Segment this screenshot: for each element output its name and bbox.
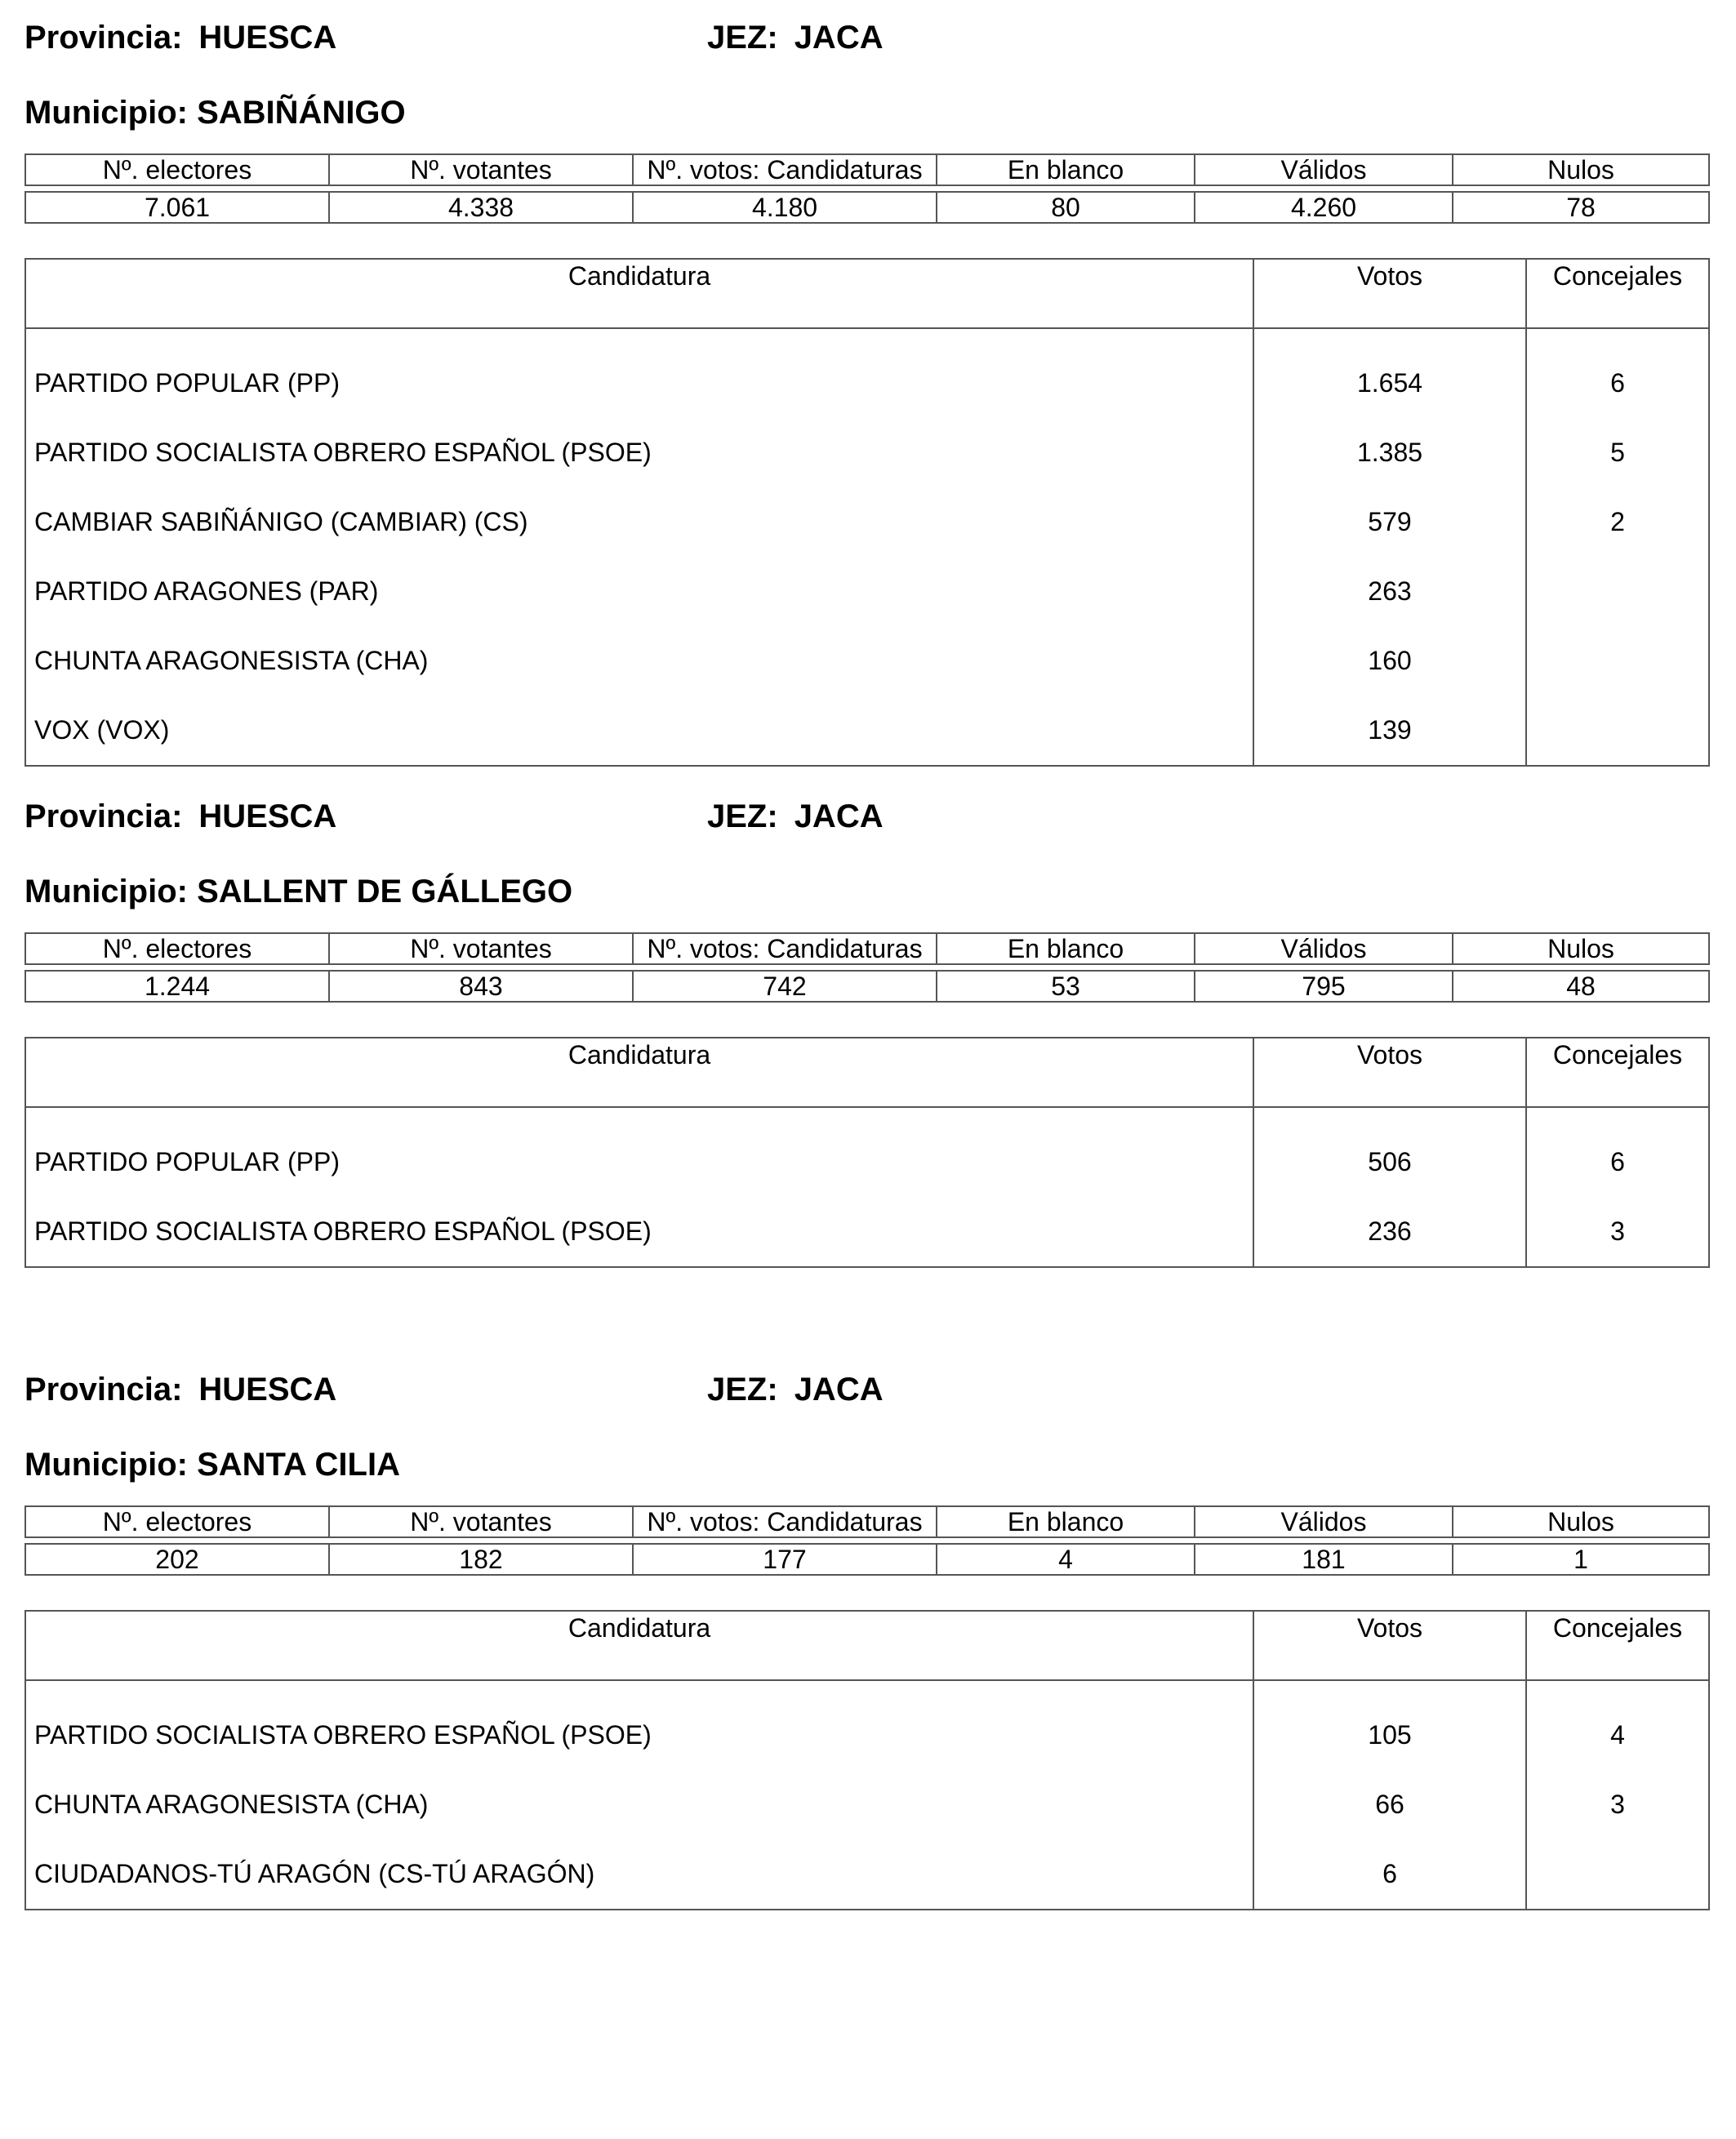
- stats-value-row: [25, 971, 1709, 1002]
- stat-header: Nº. electores: [25, 933, 329, 964]
- cand-name: CAMBIAR SABIÑÁNIGO (CAMBIAR) (CS): [25, 487, 1253, 557]
- cand-concejales: 4: [1526, 1680, 1709, 1770]
- stat-header: Nº. votos: Candidaturas: [633, 1506, 937, 1537]
- cand-header: Concejales: [1526, 1038, 1709, 1107]
- cand-header: Votos: [1253, 259, 1526, 328]
- stat-value: 7.061: [25, 192, 329, 223]
- stat-header: Nulos: [1453, 1506, 1709, 1537]
- stat-value: 843: [329, 971, 633, 1002]
- municipio-line: [24, 1440, 400, 1489]
- municipio-label: Municipio:: [24, 874, 188, 909]
- stat-value: 177: [633, 1544, 937, 1575]
- stat-value: 1: [1453, 1544, 1709, 1575]
- cand-name: PARTIDO SOCIALISTA OBRERO ESPAÑOL (PSOE): [25, 1680, 1253, 1770]
- jez-line: [707, 1365, 884, 1414]
- cand-name: PARTIDO SOCIALISTA OBRERO ESPAÑOL (PSOE): [25, 418, 1253, 487]
- cand-name: PARTIDO SOCIALISTA OBRERO ESPAÑOL (PSOE): [25, 1197, 1253, 1267]
- municipio-value: SABIÑÁNIGO: [197, 95, 406, 131]
- cand-concejales: [1526, 1839, 1709, 1910]
- cand-concejales: 6: [1526, 1107, 1709, 1197]
- cand-row: [25, 1680, 1709, 1770]
- cand-name: CIUDADANOS-TÚ ARAGÓN (CS-TÚ ARAGÓN): [25, 1839, 1253, 1910]
- cand-votos: 236: [1253, 1197, 1526, 1267]
- stat-header: Nº. votantes: [329, 933, 633, 964]
- jez-value: JACA: [794, 20, 884, 56]
- stats-header-row: [25, 1506, 1709, 1537]
- stat-value: 48: [1453, 971, 1709, 1002]
- jez-label: JEZ:: [707, 798, 778, 834]
- stat-value: 80: [937, 192, 1195, 223]
- jez-value: JACA: [794, 798, 884, 834]
- stat-header: Válidos: [1195, 1506, 1453, 1537]
- cand-name: CHUNTA ARAGONESISTA (CHA): [25, 1770, 1253, 1839]
- cand-header: Votos: [1253, 1038, 1526, 1107]
- provincia-line: [24, 1365, 336, 1414]
- stat-header: Nº. electores: [25, 1506, 329, 1537]
- cand-row: [25, 1770, 1709, 1839]
- stat-value: 4.260: [1195, 192, 1453, 223]
- jez-line: [707, 792, 884, 841]
- provincia-line: [24, 792, 336, 841]
- cand-votos: 6: [1253, 1839, 1526, 1910]
- cand-votos: 139: [1253, 696, 1526, 766]
- stat-header: Nº. votantes: [329, 154, 633, 185]
- stat-value: 182: [329, 1544, 633, 1575]
- stat-header: Nº. votos: Candidaturas: [633, 154, 937, 185]
- cand-header: Concejales: [1526, 259, 1709, 328]
- stat-header: Nº. votos: Candidaturas: [633, 933, 937, 964]
- cand-concejales: [1526, 626, 1709, 696]
- cand-row: [25, 1197, 1709, 1267]
- provincia-value: HUESCA: [198, 1372, 337, 1407]
- stats-table: [24, 932, 1710, 1003]
- stats-table: [24, 1505, 1710, 1576]
- municipio-label: Municipio:: [24, 1447, 188, 1483]
- cand-votos: 160: [1253, 626, 1526, 696]
- provincia-label: Provincia:: [24, 1372, 183, 1407]
- cand-header: Candidatura: [25, 1038, 1253, 1107]
- jez-value: JACA: [794, 1372, 884, 1407]
- cand-row: [25, 557, 1709, 626]
- cand-votos: 579: [1253, 487, 1526, 557]
- cand-name: PARTIDO ARAGONES (PAR): [25, 557, 1253, 626]
- stat-value: 4.180: [633, 192, 937, 223]
- municipio-label: Municipio:: [24, 95, 188, 131]
- cand-row: [25, 328, 1709, 418]
- cand-row: [25, 1839, 1709, 1910]
- candidaturas-table: [24, 1610, 1710, 1910]
- cand-header: Concejales: [1526, 1611, 1709, 1680]
- stats-header-row: [25, 933, 1709, 964]
- cand-votos: 66: [1253, 1770, 1526, 1839]
- provincia-line: [24, 13, 336, 62]
- cand-concejales: 3: [1526, 1197, 1709, 1267]
- cand-header: Candidatura: [25, 1611, 1253, 1680]
- stat-header: Nº. votantes: [329, 1506, 633, 1537]
- cand-row: [25, 418, 1709, 487]
- candidaturas-table: [24, 258, 1710, 767]
- stat-value: 795: [1195, 971, 1453, 1002]
- cand-header-row: [25, 259, 1709, 328]
- cand-concejales: 3: [1526, 1770, 1709, 1839]
- cand-row: [25, 626, 1709, 696]
- cand-concejales: [1526, 557, 1709, 626]
- cand-votos: 105: [1253, 1680, 1526, 1770]
- candidaturas-table: [24, 1037, 1710, 1268]
- stat-value: 53: [937, 971, 1195, 1002]
- municipio-value: SANTA CILIA: [197, 1447, 400, 1483]
- cand-votos: 506: [1253, 1107, 1526, 1197]
- provincia-label: Provincia:: [24, 798, 183, 834]
- jez-line: [707, 13, 884, 62]
- stat-header: Nº. electores: [25, 154, 329, 185]
- jez-label: JEZ:: [707, 1372, 778, 1407]
- stat-value: 4: [937, 1544, 1195, 1575]
- provincia-value: HUESCA: [198, 20, 337, 56]
- stat-value: 1.244: [25, 971, 329, 1002]
- cand-votos: 1.654: [1253, 328, 1526, 418]
- stat-header: En blanco: [937, 154, 1195, 185]
- provincia-value: HUESCA: [198, 798, 337, 834]
- cand-name: CHUNTA ARAGONESISTA (CHA): [25, 626, 1253, 696]
- cand-row: [25, 1107, 1709, 1197]
- stat-value: 742: [633, 971, 937, 1002]
- cand-concejales: 5: [1526, 418, 1709, 487]
- jez-label: JEZ:: [707, 20, 778, 56]
- municipio-line: [24, 867, 572, 916]
- cand-concejales: 6: [1526, 328, 1709, 418]
- stat-header: Nulos: [1453, 933, 1709, 964]
- stat-value: 4.338: [329, 192, 633, 223]
- stat-value: 202: [25, 1544, 329, 1575]
- stats-value-row: [25, 1544, 1709, 1575]
- stat-header: Válidos: [1195, 933, 1453, 964]
- cand-row: [25, 487, 1709, 557]
- cand-row: [25, 696, 1709, 766]
- cand-concejales: 2: [1526, 487, 1709, 557]
- cand-name: PARTIDO POPULAR (PP): [25, 328, 1253, 418]
- municipio-value: SALLENT DE GÁLLEGO: [197, 874, 573, 909]
- stat-header: Válidos: [1195, 154, 1453, 185]
- cand-name: PARTIDO POPULAR (PP): [25, 1107, 1253, 1197]
- cand-votos: 263: [1253, 557, 1526, 626]
- municipio-line: [24, 88, 406, 137]
- stats-value-row: [25, 192, 1709, 223]
- stats-header-row: [25, 154, 1709, 185]
- stat-value: 181: [1195, 1544, 1453, 1575]
- cand-concejales: [1526, 696, 1709, 766]
- cand-name: VOX (VOX): [25, 696, 1253, 766]
- cand-header-row: [25, 1611, 1709, 1680]
- cand-header-row: [25, 1038, 1709, 1107]
- stat-value: 78: [1453, 192, 1709, 223]
- provincia-label: Provincia:: [24, 20, 183, 56]
- stat-header: En blanco: [937, 933, 1195, 964]
- cand-votos: 1.385: [1253, 418, 1526, 487]
- cand-header: Candidatura: [25, 259, 1253, 328]
- stat-header: Nulos: [1453, 154, 1709, 185]
- stat-header: En blanco: [937, 1506, 1195, 1537]
- stats-table: [24, 153, 1710, 224]
- cand-header: Votos: [1253, 1611, 1526, 1680]
